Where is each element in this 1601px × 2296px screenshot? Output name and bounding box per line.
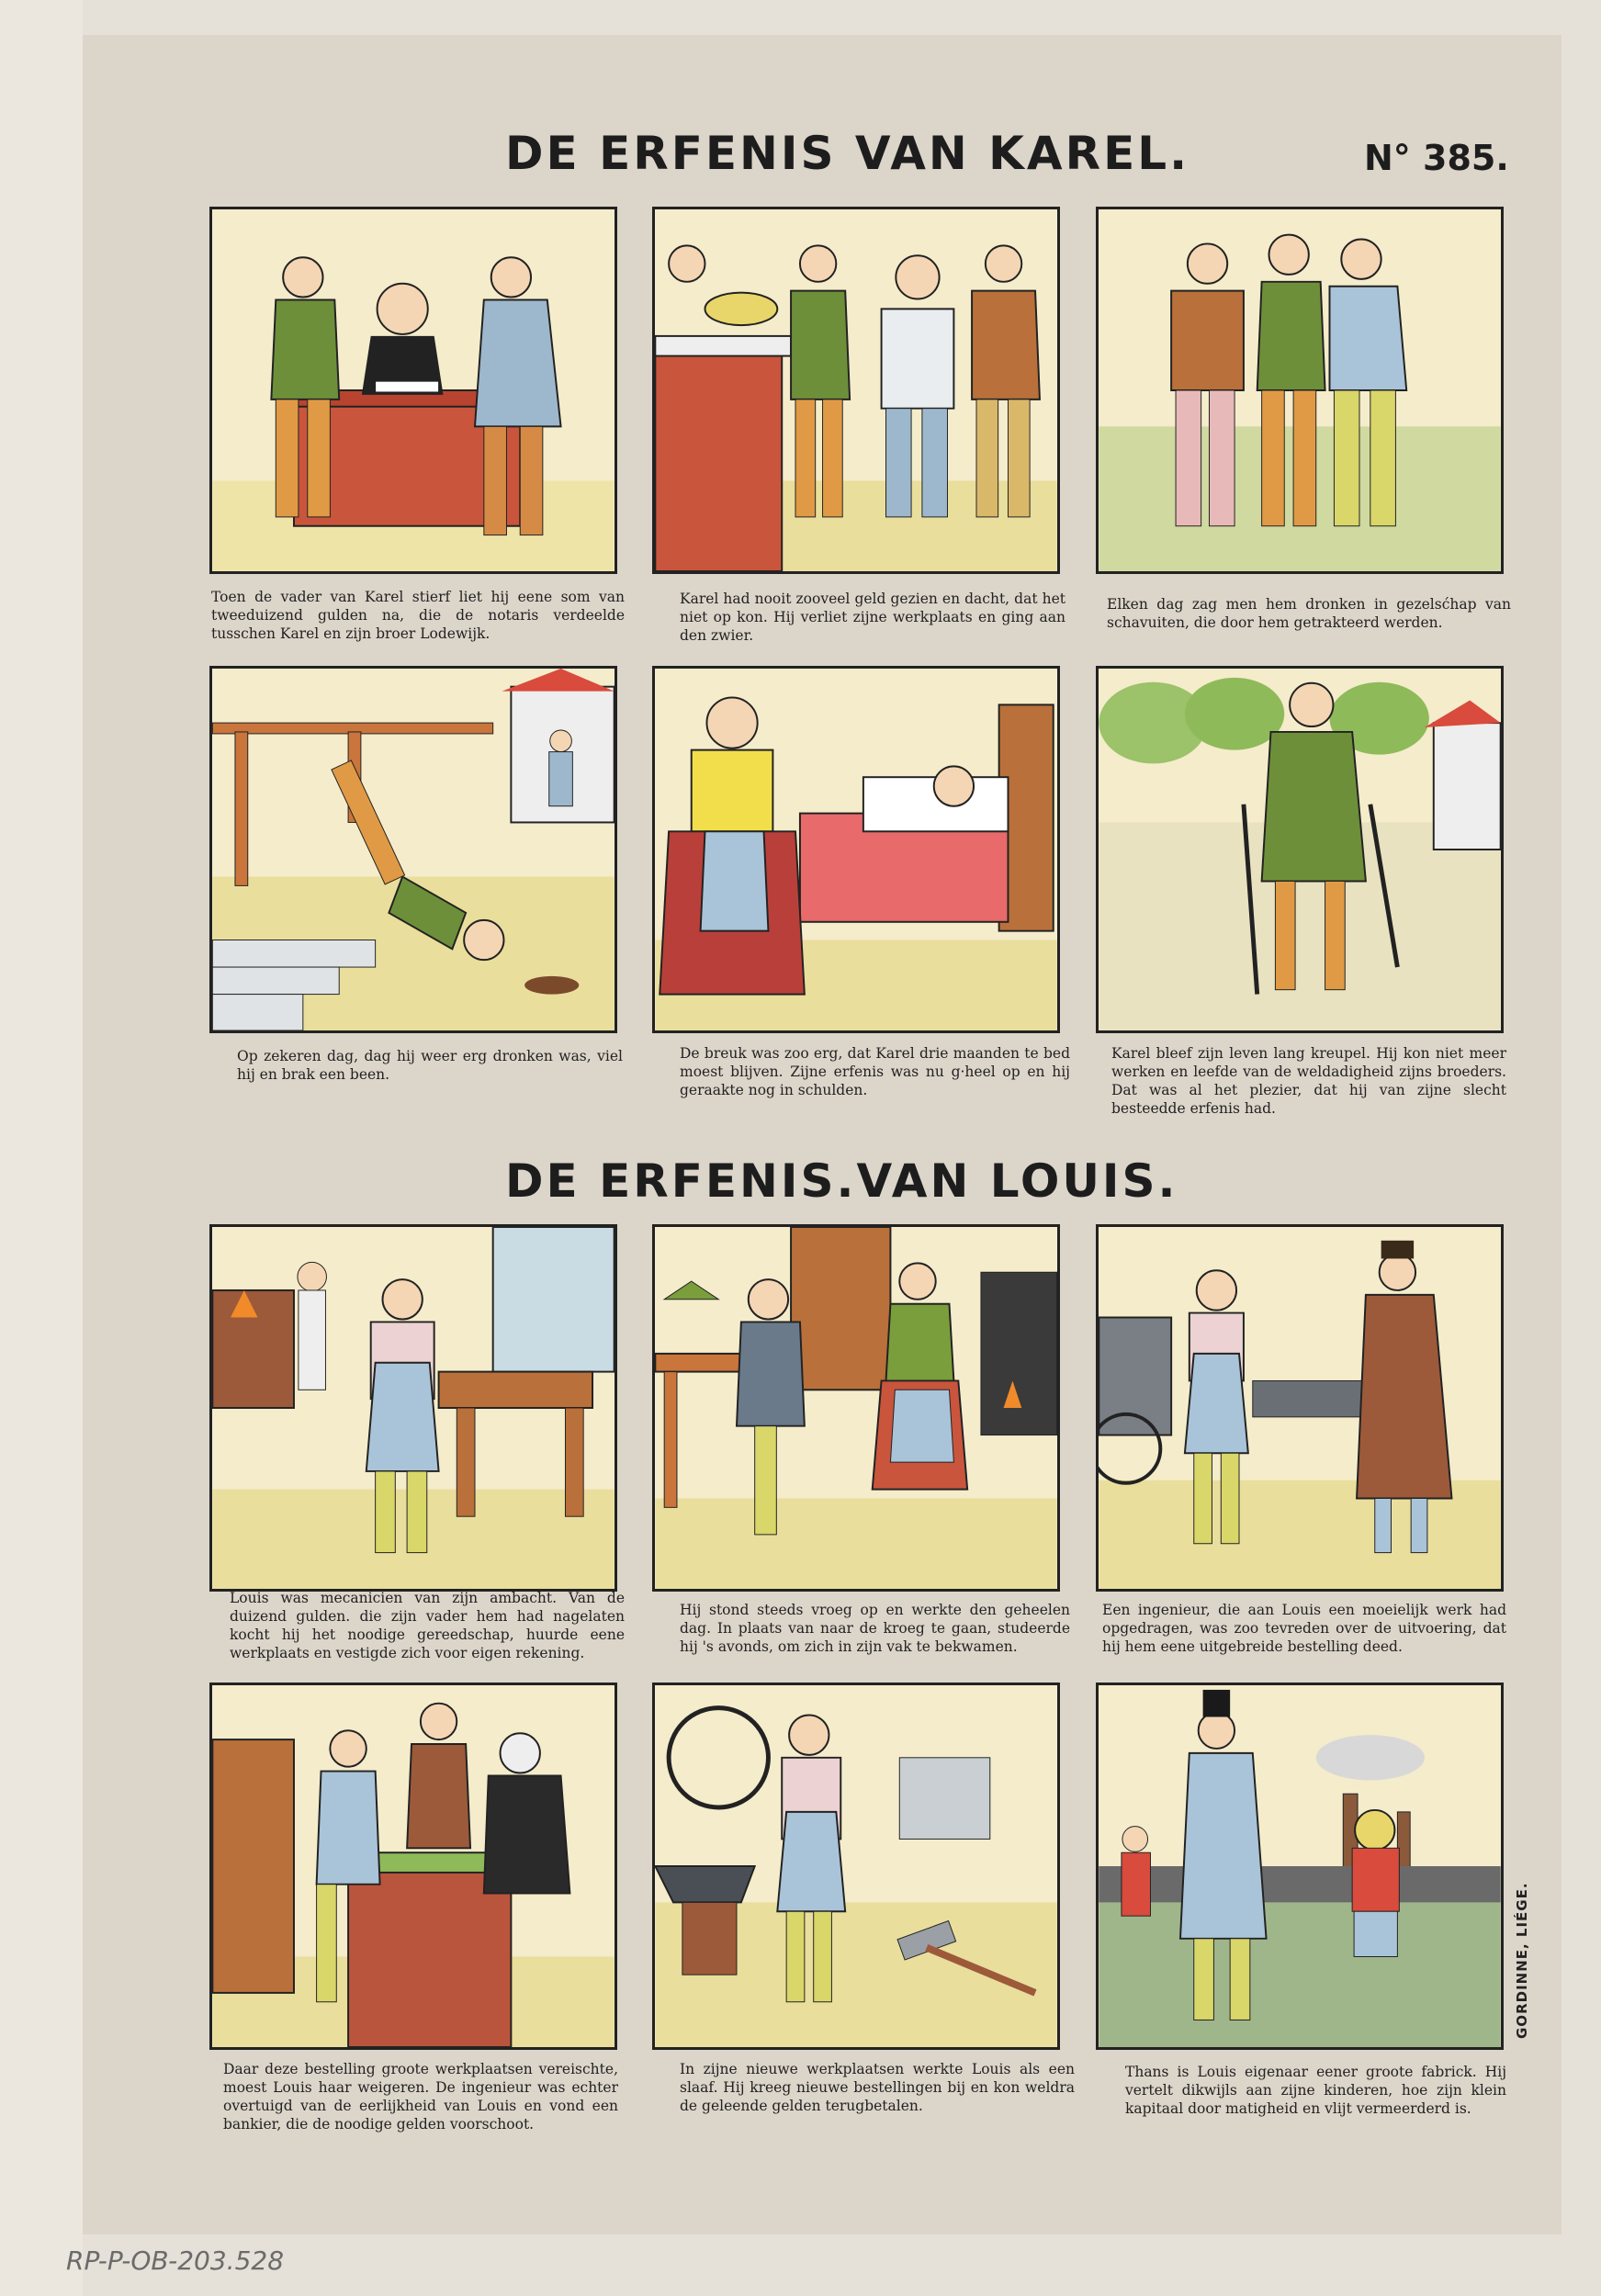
panel-karel-1 (209, 207, 617, 574)
illustration-engineer-visit (1099, 1227, 1501, 1589)
illustration-drunk-friends (1099, 209, 1501, 571)
panel-karel-5 (652, 666, 1060, 1033)
caption-louis-2: Hij stond steeds vroeg op en werkte den geheelen dag. In plaats van naar de kroeg te gaan, studeerde hij 's avonds, om zich in zijn vak te bekwamen. (680, 1602, 1070, 1655)
panel-karel-2 (652, 207, 1060, 574)
illustration-fall-on-stairs (212, 669, 614, 1030)
panel-louis-6 (1096, 1683, 1504, 2050)
panel-louis-4 (209, 1683, 617, 2050)
page-margin (0, 0, 83, 2296)
caption-karel-4: Op zekeren dag, dag hij weer erg dronken was, viel hij en brak een been. (237, 1048, 623, 1083)
caption-karel-1: Toen de vader van Karel stierf liet hij eene som van tweeduizend gulden na, die de notaris verdeelde tusschen Karel en zijn broer Lodewijk. (211, 589, 625, 642)
print-number: N° 385. (1364, 138, 1509, 178)
caption-louis-3: Een ingenieur, die aan Louis een moeielijk werk had opgedragen, was zoo tevreden over de uitvoering, dat hij hem eene uitgebreide bestelling deed. (1102, 1602, 1506, 1655)
caption-louis-6: Thans is Louis eigenaar eener groote fabrick. Hij vertelt dikwijls aan zijne kinderen, hoe zijn klein kapitaal door matigheid en vlijt vermeerderd is. (1125, 2064, 1506, 2117)
panel-louis-5 (652, 1683, 1060, 2050)
caption-karel-6: Karel bleef zijn leven lang kreupel. Hij kon niet meer werken en leefde van de weldadigheid zijns broeders. Dat was al het plezier, dat hij van zijne slecht besteedde erfenis had. (1111, 1045, 1506, 1117)
illustration-factory-view (1099, 1685, 1501, 2047)
illustration-sickbed (655, 669, 1057, 1030)
panel-louis-1 (209, 1224, 617, 1592)
title-karel: DE ERFENIS VAN KAREL. (505, 127, 1190, 180)
caption-louis-5: In zijne nieuwe werkplaatsen werkte Louis als een slaaf. Hij kreeg nieuwe bestellingen bij en kon weldra de geleende gelden terugbetalen. (680, 2061, 1075, 2114)
caption-louis-4: Daar deze bestelling groote werkplaatsen vereischte, moest Louis haar weigeren. De ingenieur was echter overtuigd van de eerlijkheid van Louis en vond een bankier, die de noodige gelden voorschoot. (223, 2061, 618, 2133)
panel-karel-6 (1096, 666, 1504, 1033)
title-louis: DE ERFENIS.VAN LOUIS. (505, 1154, 1178, 1208)
panel-louis-3 (1096, 1224, 1504, 1592)
panel-louis-2 (652, 1224, 1060, 1592)
illustration-crippled-karel (1099, 669, 1501, 1030)
illustration-cafe (655, 209, 1057, 571)
caption-louis-1: Louis was mecanicien van zijn ambacht. Van de duizend gulden. die zijn vader hem had nagelaten kocht hij het noodige gereedschap, huurde eene werkplaats en vestigde zich voor eigen rekening. (230, 1590, 625, 1661)
illustration-study-evening (655, 1227, 1057, 1589)
panel-karel-3 (1096, 207, 1504, 574)
publisher-imprint: GORDINNE, LIÉGE. (1514, 1882, 1530, 2039)
panel-karel-4 (209, 666, 617, 1033)
illustration-notary (212, 209, 614, 571)
inventory-mark: RP-P-OB-203.528 (66, 2245, 285, 2276)
illustration-forge (655, 1685, 1057, 2047)
caption-karel-3: Elken dag zag men hem dronken in gezelsćhap van schavuiten, die door hem getrakteerd werden. (1107, 596, 1511, 631)
illustration-workshop (212, 1227, 614, 1589)
caption-karel-5: De breuk was zoo erg, dat Karel drie maanden te bed moest blijven. Zijne erfenis was nu g·heel op en hij geraakte nog in schulden. (680, 1045, 1070, 1098)
caption-karel-2: Karel had nooit zooveel geld gezien en dacht, dat het niet op kon. Hij verliet zijne werkplaats en ging aan den zwier. (680, 591, 1065, 644)
illustration-bank-office (212, 1685, 614, 2047)
